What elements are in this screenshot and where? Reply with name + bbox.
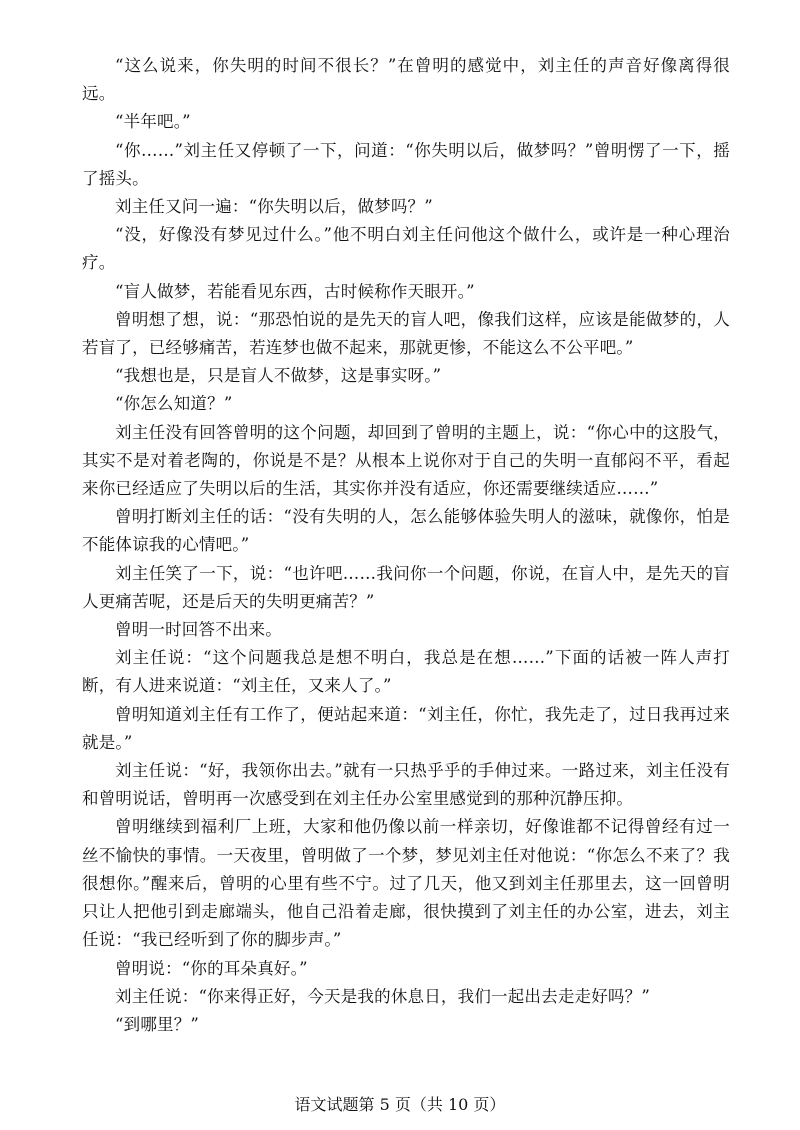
paragraph: 曾明想了想，说：“那恐怕说的是先天的盲人吧，像我们这样，应该是能做梦的，人若盲了，已经够痛苦，若连梦也做不起来，那就更惨，不能这么不公平吧。”	[82, 309, 730, 358]
paragraph: 曾明知道刘主任有工作了，便站起来道：“刘主任，你忙，我先走了，过日我再过来就是。”	[82, 704, 730, 752]
paragraph: 刘主任没有回答曾明的这个问题，却回到了曾明的主题上，说：“你心中的这股气，其实不是对着老陶的，你说是不是？从根本上说你对于自己的失明一直郁闷不平，看起来你已经适应了失明以后的生活，其实你并没有适应，你还需要继续适应……”	[82, 422, 730, 499]
paragraph: 曾明一时回答不出来。	[115, 620, 282, 640]
document-body	[82, 52, 730, 1039]
paragraph: “我想也是，只是盲人不做梦，这是事实呀。”	[115, 366, 442, 386]
paragraph: “这么说来，你失明的时间不很长？”在曾明的感觉中，刘主任的声音好像离得很远。	[82, 56, 730, 104]
paragraph: “没，好像没有梦见过什么。”他不明白刘主任问他这个做什么，或许是一种心理治疗。	[82, 225, 730, 273]
paragraph: 曾明打断刘主任的话：“没有失明的人，怎么能够体验失明人的滋味，就像你，怕是不能体谅我的心情吧。”	[82, 507, 730, 555]
paragraph: “盲人做梦，若能看见东西，古时候称作天眼开。”	[115, 281, 475, 301]
paragraph: 刘主任说：“你来得正好，今天是我的休息日，我们一起出去走走好吗？”	[115, 986, 650, 1006]
paragraph: 刘主任说：“这个问题我总是想不明白，我总是在想……”下面的话被一阵人声打断，有人进来说道：“刘主任，又来人了。”	[82, 648, 730, 696]
paragraph: 刘主任笑了一下，说：“也许吧……我问你一个问题，你说，在盲人中，是先天的盲人更痛苦呢，还是后天的失明更痛苦？”	[82, 563, 730, 611]
paragraph: 刘主任说：“好，我领你出去。”就有一只热乎乎的手伸过来。一路过来，刘主任没有和曾明说话，曾明再一次感受到在刘主任办公室里感觉到的那种沉静压抑。	[82, 761, 730, 809]
page-footer: 语文试题第 5 页（共 10 页）	[294, 1095, 506, 1114]
paragraph: “到哪里？”	[115, 1014, 200, 1034]
paragraph: “你……”刘主任又停顿了一下，问道：“你失明以后，做梦吗？”曾明愣了一下，摇了摇头。	[82, 140, 730, 188]
paragraph: 曾明继续到福利厂上班，大家和他仍像以前一样亲切，好像谁都不记得曾经有过一丝不愉快的事情。一天夜里，曾明做了一个梦，梦见刘主任对他说：“你怎么不来了？我很想你。”醒来后，曾明的心里有些不宁。过了几天，他又到刘主任那里去，这一回曾明只让人把他引到走廊端头，他自己沿着走廊，很快摸到了刘主任的办公室，进去，刘主任说：“我已经听到了你的脚步声。”	[82, 817, 730, 950]
paragraph: 刘主任又问一遍：“你失明以后，做梦吗？”	[115, 197, 433, 217]
paragraph: “半年吧。”	[115, 112, 191, 132]
paragraph: 曾明说：“你的耳朵真好。”	[115, 958, 308, 978]
paragraph: “你怎么知道？”	[115, 394, 233, 414]
